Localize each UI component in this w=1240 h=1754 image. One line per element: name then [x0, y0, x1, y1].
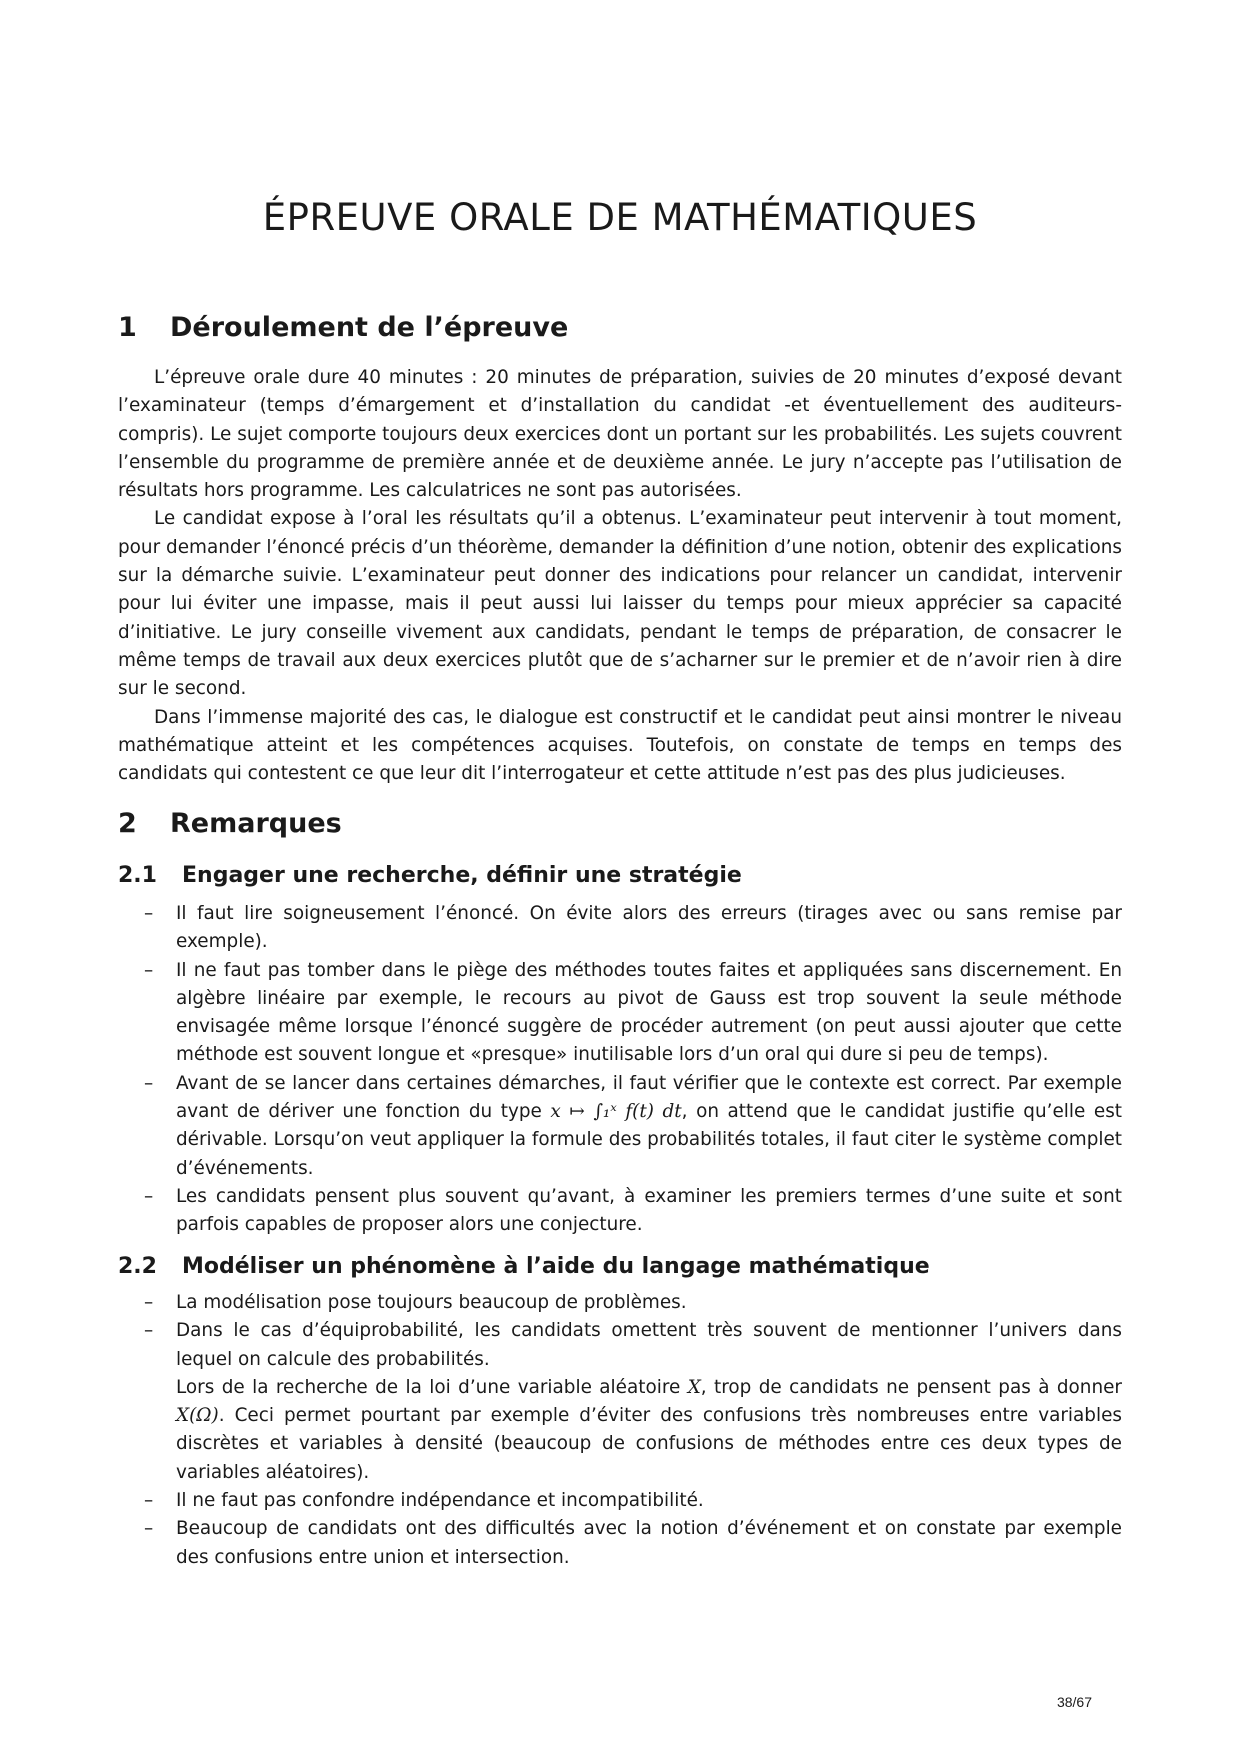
list-item: – Beaucoup de candidats ont des difficultés avec la notion d’événement et on constate par exemple des confusions entre union et intersection. [176, 1515, 1122, 1572]
list-item-text: . Ceci permet pourtant par exemple d’éviter des confusions très nombreuses entre variables discrètes et variables à densité (beaucoup de confusions de méthodes entre ces deux types de variables aléatoires). [176, 1405, 1122, 1483]
paragraph: L’épreuve orale dure 40 minutes : 20 minutes de préparation, suivies de 20 minutes d’exposé devant l’examinateur (temps d’émargement et d’installation du candidat -et éventuellement des auditeurs- compris). Le sujet comporte toujours deux exercices dont un portant sur les probabilités. Les sujets couvrent l’ensemble du programme de première année et de deuxième année. Le jury n’accepte pas l’utilisation de résultats hors programme. Les calculatrices ne sont pas autorisées. [118, 367, 1122, 502]
variable-x-omega: X(Ω) [176, 1405, 219, 1427]
subsection-2-2-heading [118, 1247, 1122, 1287]
section-1-heading [118, 312, 1122, 356]
subsection-number: 2.1 [118, 863, 157, 888]
section-1 [118, 312, 1122, 788]
section-heading-text: Déroulement de l’épreuve [170, 312, 569, 343]
list-item [176, 1317, 1122, 1487]
bullet-list [118, 900, 1122, 1240]
variable-x: X [687, 1376, 701, 1398]
bullet-list [118, 1289, 1122, 1572]
section-number: 2 [118, 808, 137, 839]
subsection-heading-text: Engager une recherche, définir une stratégie [182, 863, 742, 888]
list-item-text: Dans le cas d’équiprobabilité, les candidats omettent très souvent de mentionner l’univers dans lequel on calcule des probabilités. [176, 1320, 1122, 1370]
integral-formula: x ↦ ∫₁ˣ f(t) dt [550, 1101, 682, 1123]
list-item-text: Avant de se lancer dans certaines démarches, il faut vérifier que le contexte est correct. Par exemple avant de dériver une fonction du type [176, 1072, 1122, 1123]
paragraph: Le candidat expose à l’oral les résultats qu’il a obtenus. L’examinateur peut intervenir à tout moment, pour demander l’énoncé précis d’un théorème, demander la définition d’une notion, obtenir des explications sur la démarche suivie. L’examinateur peut donner des indications pour relancer un candidat, intervenir pour lui éviter une impasse, mais il peut aussi lui laisser du temps pour mieux apprécier sa capacité d’initiative. Le jury conseille vivement aux candidats, pendant le temps de préparation, de consacrer le même temps de travail aux deux exercices plutôt que de s’acharner sur le premier et de n’avoir rien à dire sur le second. [118, 508, 1122, 700]
section-2-heading [118, 808, 1122, 852]
subsection-2-2 [118, 1247, 1122, 1572]
list-item: – Il ne faut pas tomber dans le piège des méthodes toutes faites et appliquées sans discernement. En algèbre linéaire par exemple, le recours au pivot de Gauss est trop souvent la seule méthode envisagée même lorsque l’énoncé suggère de procéder autrement (on peut aussi ajouter que cette méthode est souvent longue et «presque» inutilisable lors d’un oral qui dure si peu de temps). [176, 957, 1122, 1070]
section-number: 1 [118, 312, 137, 343]
list-item-text: , on attend que le candidat justifie qu’elle est dérivable. Lorsqu’on veut appliquer la formule des probabilités totales, il faut citer le système complet d’événements. [176, 1101, 1122, 1179]
list-item [176, 1070, 1122, 1183]
list-item: – Les candidats pensent plus souvent qu’avant, à examiner les premiers termes d’une suite et sont parfois capables de proposer alors une conjecture. [176, 1183, 1122, 1240]
list-item-continuation [176, 1374, 1122, 1487]
list-item: – Il faut lire soigneusement l’énoncé. On évite alors des erreurs (tirages avec ou sans remise par exemple). [176, 900, 1122, 957]
list-item-text: , trop de candidats ne pensent pas à donner [700, 1376, 1122, 1398]
paragraph: Dans l’immense majorité des cas, le dialogue est constructif et le candidat peut ainsi montrer le niveau mathématique atteint et les compétences acquises. Toutefois, on constate de temps en temps des candidats qui contestent ce que leur dit l’interrogateur et cette attitude n’est pas des plus judicieuses. [118, 706, 1122, 785]
subsection-2-1-heading [118, 856, 1122, 896]
list-item: – Il ne faut pas confondre indépendance et incompatibilité. [176, 1487, 1122, 1515]
list-item: – La modélisation pose toujours beaucoup de problèmes. [176, 1289, 1122, 1317]
section-heading-text: Remarques [170, 808, 342, 839]
subsection-heading-text: Modéliser un phénomène à l’aide du langage mathématique [182, 1254, 930, 1279]
page-title: ÉPREUVE ORALE DE MATHÉMATIQUES [262, 196, 978, 239]
list-item-text: Lors de la recherche de la loi d’une variable aléatoire [176, 1376, 688, 1398]
subsection-number: 2.2 [118, 1254, 157, 1279]
section-2 [118, 808, 1122, 1240]
page-number: 38/67 [1056, 1694, 1092, 1710]
